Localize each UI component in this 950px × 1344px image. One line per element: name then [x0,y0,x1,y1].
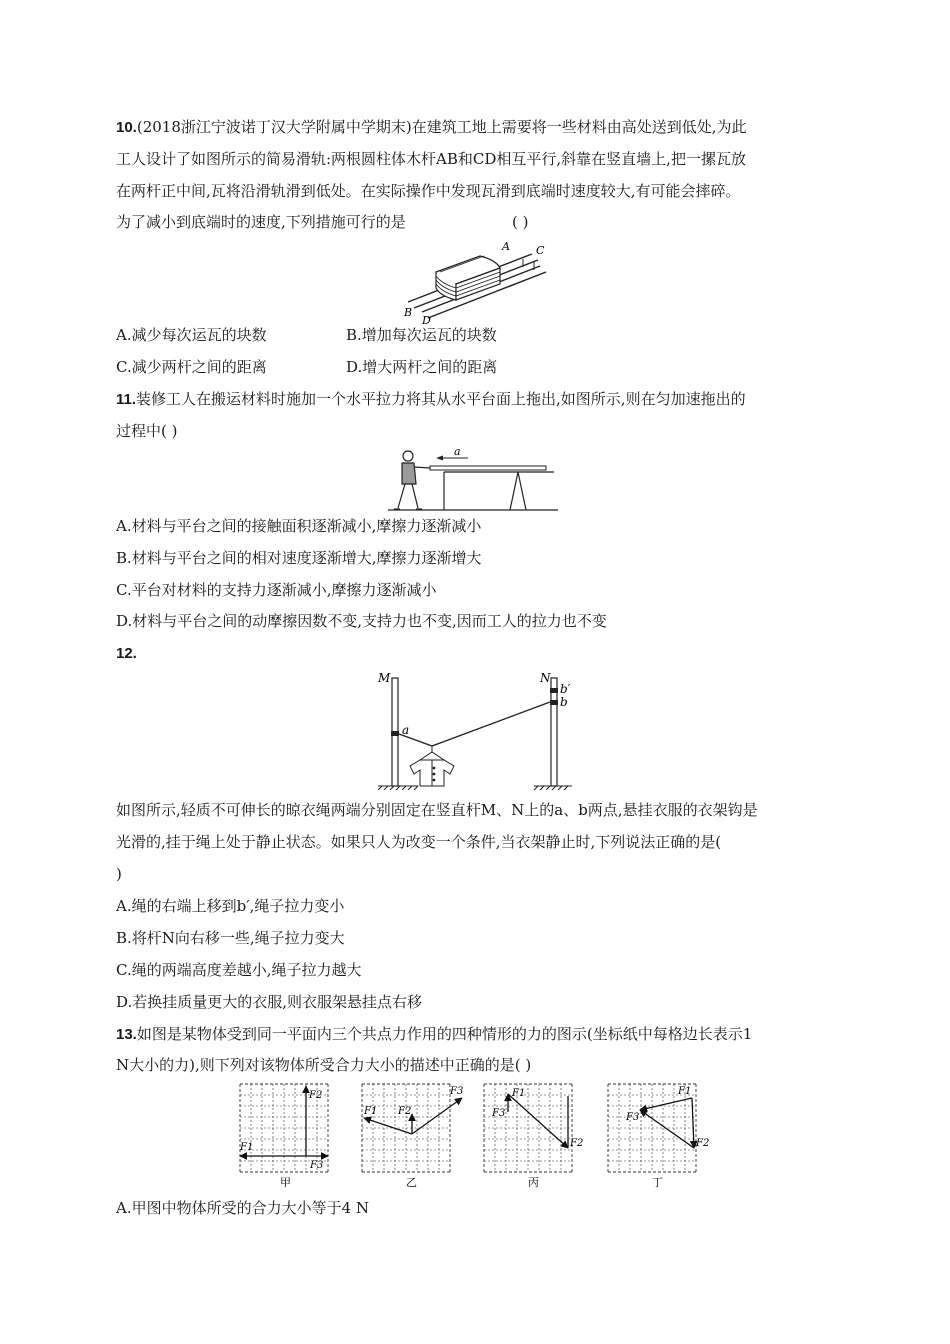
q12-option-a[interactable]: A.绳的右端上移到b′,绳子拉力变小 [116,897,345,915]
q12-label-m: M [378,671,391,685]
ding-caption: 丁 [652,1176,663,1189]
q11-worker-platform-figure [388,446,560,512]
q12-text-3: ) [116,865,122,883]
q13-option-a[interactable]: A.甲图中物体所受的合力大小等于4 N [116,1199,370,1217]
q10-option-d[interactable]: D.增大两杆之间的距离 [346,358,498,376]
pole-n [551,678,557,786]
jia-f1-label: F1 [240,1142,254,1153]
q12-option-d[interactable]: D.若换挂质量更大的衣服,则衣服架悬挂点右移 [116,993,423,1011]
q10-answer-blank: ( ) [512,213,529,231]
q10-line-1 [116,117,747,138]
q11-option-b[interactable]: B.材料与平台之间的相对速度逐渐增大,摩擦力逐渐增大 [116,549,482,567]
q13-force-diagrams [232,1080,722,1190]
q12-label-a: a [402,723,410,737]
jia-f3-label: F3 [310,1160,324,1171]
q12-line-1 [116,643,137,664]
rope [399,702,550,746]
grid-paper [484,1084,572,1172]
q12-label-n: N [540,671,551,685]
bing-f3-label: F3 [492,1108,506,1119]
ding-f3-label: F3 [626,1112,640,1123]
q10-label-c: C [536,244,545,257]
q12-text-2: 光滑的,挂于绳上处于静止状态。如果只人为改变一个条件,当衣架静止时,下列说法正确的是( [116,833,722,851]
q10-label-d: D [422,314,431,324]
q12-text-1: 如图所示,轻质不可伸长的晾衣绳两端分别固定在竖直杆M、N上的a、b两点,悬挂衣服的衣架钩是 [116,801,758,819]
panel-ding [608,1084,709,1189]
q12-number: 12. [116,645,137,662]
q11-option-a[interactable]: A.材料与平台之间的接触面积逐渐减小,摩擦力逐渐减小 [116,517,482,535]
q12-clothesline-figure [374,668,574,790]
bing-caption: 丙 [528,1176,539,1189]
q10-option-a[interactable]: A.减少每次运瓦的块数 [116,326,267,344]
q11-option-d[interactable]: D.材料与平台之间的动摩擦因数不变,支持力也不变,因而工人的拉力也不变 [116,612,607,630]
q11-text-2: 过程中( ) [116,422,178,440]
q10-option-b[interactable]: B.增加每次运瓦的块数 [346,326,497,344]
q10-text-2: 工人设计了如图所示的简易滑轨:两根圆柱体木杆AB和CD相互平行,斜靠在竖直墙上,把一摞瓦放 [116,150,746,168]
yi-f3-label: F3 [450,1086,464,1097]
q12-option-c[interactable]: C.绳的两端高度差越小,绳子拉力越大 [116,961,362,979]
q10-label-b: B [404,306,413,319]
q11-number: 11. [116,391,137,408]
q13-number: 13. [116,1026,137,1043]
yi-f1-label: F1 [364,1106,378,1117]
bing-f2-label: F2 [570,1138,584,1149]
worker-figure [394,451,430,509]
q11-option-c[interactable]: C.平台对材料的支持力逐渐减小,摩擦力逐渐减小 [116,581,437,599]
shirt-on-hanger [410,746,454,786]
q13-line-1 [116,1024,752,1045]
yi-caption: 乙 [406,1176,417,1189]
ding-f2-label: F2 [696,1138,710,1149]
q12-label-bprime: b′ [560,682,571,696]
panel-jia [239,1084,328,1189]
q10-slide-rail-figure [400,236,560,324]
grid-paper [362,1084,450,1172]
q10-text-4: 为了减小到底端时的速度,下列措施可行的是 [116,213,406,231]
jia-caption: 甲 [280,1176,291,1189]
q11-text-1: 装修工人在搬运材料时施加一个水平拉力将其从水平台面上拖出,如图所示,则在匀加速拖出的 [136,390,746,408]
q11-accel-label: a [454,446,461,458]
q12-option-b[interactable]: B.将杆N向右移一些,绳子拉力变大 [116,929,345,947]
panel-yi [362,1084,463,1189]
q10-text-1: (2018浙江宁波诺丁汉大学附属中学期末)在建筑工地上需要将一些材料由高处送到低处,为此 [136,118,747,136]
q10-text-3: 在两杆正中间,瓦将沿滑轨滑到低处。在实际操作中发现瓦滑到底端时速度较大,有可能会摔碎。 [116,182,741,200]
panel-bing [484,1084,583,1189]
ground-hatch [378,786,572,790]
grid-paper [608,1084,696,1172]
q12-label-b: b [560,695,568,709]
jia-f2-label: F2 [309,1090,323,1101]
q10-label-a: A [502,240,510,253]
q13-text-1: 如图是某物体受到同一平面内三个共点力作用的四种情形的力的图示(坐标纸中每格边长表示1 [136,1025,753,1043]
q13-text-2: N大小的力),则下列对该物体所受合力大小的描述中正确的是( ) [116,1056,532,1074]
bing-f1-label: F1 [512,1088,526,1099]
q11-line-1 [116,389,746,410]
ding-f1-label: F1 [678,1086,692,1097]
q10-number: 10. [116,119,137,136]
q10-option-c[interactable]: C.减少两杆之间的距离 [116,358,267,376]
yi-f2-label: F2 [398,1106,412,1117]
